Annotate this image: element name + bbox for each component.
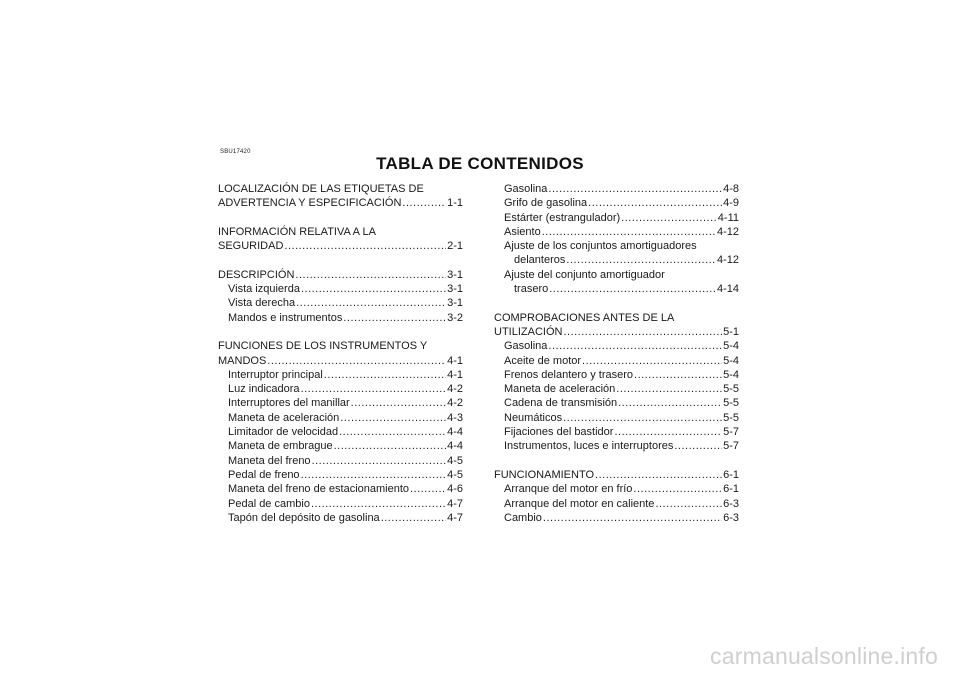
toc-entry-label: UTILIZACIÓN — [494, 325, 563, 338]
toc-entry-label: Gasolina — [504, 340, 548, 353]
toc-entry-label: Arranque del motor en frío — [504, 483, 633, 496]
toc-subentry[interactable] — [494, 282, 739, 296]
toc-entry-label: Pedal de freno — [228, 468, 300, 481]
toc-entry-label: Maneta de embrague — [228, 440, 333, 453]
toc-subentry[interactable] — [218, 311, 463, 325]
toc-subentry[interactable] — [218, 454, 463, 468]
leader-dots — [655, 497, 722, 511]
toc-entry-page: 5-7 — [723, 426, 739, 439]
toc-entry-page: 4-5 — [447, 454, 463, 467]
toc-section-6 — [494, 468, 739, 525]
leader-dots — [343, 311, 446, 325]
toc-subentry[interactable] — [494, 368, 739, 382]
toc-entry-page: 4-3 — [447, 411, 463, 424]
toc-entry-label: Fijaciones del bastidor — [504, 426, 614, 439]
toc-entry-page: 5-7 — [723, 440, 739, 453]
toc-entry-page: 4-7 — [447, 511, 463, 524]
toc-entry-label: Asiento — [504, 225, 541, 238]
leader-dots — [588, 196, 722, 210]
toc-entry-label: Maneta de aceleración — [228, 411, 340, 424]
toc-section-1 — [218, 182, 463, 211]
toc-entry[interactable] — [494, 468, 739, 482]
toc-entry-label: Maneta del freno de estacionamiento — [228, 483, 410, 496]
toc-section-2 — [218, 225, 463, 254]
toc-entry-page: 5-1 — [723, 325, 739, 338]
toc-entry-label: Grifo de gasolina — [504, 197, 588, 210]
toc-entry-label: DESCRIPCIÓN — [218, 268, 295, 281]
toc-subentry[interactable] — [494, 382, 739, 396]
toc-subentry[interactable] — [218, 497, 463, 511]
leader-dots — [296, 296, 446, 310]
toc-entry-label: Aceite de motor — [504, 354, 582, 367]
toc-entry-label: Instrumentos, luces e interruptores — [504, 440, 674, 453]
leader-dots — [301, 382, 447, 396]
leader-dots — [616, 382, 722, 396]
leader-dots — [324, 368, 446, 382]
toc-entry-page: 4-2 — [447, 397, 463, 410]
leader-dots — [549, 282, 716, 296]
toc-entry-page: 4-4 — [447, 440, 463, 453]
toc-subentry[interactable] — [494, 511, 739, 525]
toc-entry-page: 3-1 — [447, 283, 463, 296]
leader-dots — [312, 454, 447, 468]
toc-entry-page: 3-1 — [447, 268, 463, 281]
toc-subheading-line: Ajuste del conjunto amortiguador — [504, 268, 665, 281]
toc-subentry[interactable] — [218, 468, 463, 482]
toc-entry-page: 5-5 — [723, 411, 739, 424]
toc-entry-page: 4-9 — [723, 197, 739, 210]
toc-entry-page: 5-5 — [723, 383, 739, 396]
leader-dots — [301, 468, 447, 482]
toc-subentry[interactable] — [218, 425, 463, 439]
toc-section-4 — [218, 339, 463, 525]
leader-dots — [340, 411, 446, 425]
toc-entry-page: 4-4 — [447, 426, 463, 439]
page-title: TABLA DE CONTENIDOS — [376, 154, 584, 173]
toc-subentry[interactable] — [218, 411, 463, 425]
leader-dots — [595, 468, 722, 482]
toc-entry-label: Gasolina — [504, 183, 548, 195]
toc-subentry[interactable] — [218, 282, 463, 296]
toc-subentry[interactable] — [494, 182, 739, 196]
leader-dots — [402, 196, 446, 210]
toc-entry-page: 5-4 — [723, 368, 739, 381]
leader-dots — [295, 268, 446, 282]
toc-subentry[interactable] — [494, 211, 739, 225]
toc-entry-page: 6-3 — [723, 497, 739, 510]
toc-entry-page: 6-1 — [723, 468, 739, 481]
toc-entry-label: Mandos e instrumentos — [228, 311, 343, 324]
toc-subentry[interactable] — [218, 396, 463, 410]
watermark-text: carmanualsonline.info — [710, 643, 938, 669]
toc-entry-page: 4-2 — [447, 383, 463, 396]
toc-entry-page: 4-5 — [447, 468, 463, 481]
leader-dots — [582, 354, 722, 368]
toc-entry-label: Luz indicadora — [228, 383, 300, 396]
toc-subentry[interactable] — [218, 296, 463, 310]
leader-dots — [563, 411, 722, 425]
toc-entry-page: 6-3 — [723, 511, 739, 524]
leader-dots — [351, 396, 446, 410]
toc-entry-label: Interruptores del manillar — [228, 397, 350, 410]
toc-entry-label: Maneta de aceleración — [504, 383, 616, 396]
leader-dots — [410, 482, 446, 496]
toc-entry-label: Limitador de velocidad — [228, 426, 339, 439]
toc-entry-label: Cambio — [504, 511, 542, 524]
leader-dots — [339, 425, 446, 439]
leader-dots — [566, 253, 716, 267]
toc-entry-label: FUNCIONAMIENTO — [494, 468, 595, 481]
toc-entry[interactable] — [218, 239, 463, 253]
toc-entry-page: 4-1 — [447, 354, 463, 367]
toc-entry-page: 5-4 — [723, 354, 739, 367]
toc-entry-page: 3-1 — [447, 297, 463, 310]
toc-entry-label: MANDOS — [218, 354, 267, 367]
toc-entry-label: Vista izquierda — [228, 283, 300, 296]
toc-heading-line: COMPROBACIONES ANTES DE LA — [494, 311, 675, 324]
toc-subentry[interactable] — [494, 482, 739, 496]
toc-right-column — [494, 182, 739, 539]
toc-entry-label: Frenos delantero y trasero — [504, 368, 634, 381]
toc-entry-label: Interruptor principal — [228, 368, 323, 381]
leader-dots — [548, 182, 722, 196]
leader-dots — [543, 511, 722, 525]
toc-section-4-continued — [494, 182, 739, 296]
toc-subentry[interactable] — [218, 368, 463, 382]
toc-entry-page: 4-11 — [717, 211, 739, 224]
leader-dots — [633, 482, 722, 496]
toc-entry-page: 3-2 — [447, 311, 463, 324]
toc-entry-label: Estárter (estrangulador) — [504, 211, 621, 224]
toc-heading-line: LOCALIZACIÓN DE LAS ETIQUETAS DE — [218, 183, 424, 195]
toc-entry-label: ADVERTENCIA Y ESPECIFICACIÓN — [218, 197, 402, 210]
toc-entry-label: Maneta del freno — [228, 454, 311, 467]
leader-dots — [674, 439, 722, 453]
toc-left-column — [218, 182, 463, 539]
leader-dots — [381, 511, 446, 525]
leader-dots — [267, 354, 446, 368]
toc-entry-label: Neumáticos — [504, 411, 563, 424]
toc-entry-label: Tapón del depósito de gasolina — [228, 511, 380, 524]
toc-entry-page: 4-7 — [447, 497, 463, 510]
toc-entry-label: Arranque del motor en caliente — [504, 497, 655, 510]
toc-entry[interactable] — [494, 325, 739, 339]
toc-entry-label: trasero — [514, 283, 549, 296]
toc-subentry[interactable] — [218, 382, 463, 396]
toc-heading-line: INFORMACIÓN RELATIVA A LA — [218, 225, 376, 238]
toc-subentry[interactable] — [494, 339, 739, 353]
toc-subentry[interactable] — [494, 425, 739, 439]
toc-entry-page: 1-1 — [447, 197, 463, 210]
toc-subentry[interactable] — [494, 354, 739, 368]
toc-entry-label: Pedal de cambio — [228, 497, 310, 510]
toc-entry-page: 6-1 — [723, 483, 739, 496]
toc-entry-page: 4-12 — [716, 225, 739, 238]
leader-dots — [334, 439, 447, 453]
leader-dots — [284, 239, 446, 253]
toc-entry-page: 4-1 — [447, 368, 463, 381]
leader-dots — [548, 339, 722, 353]
toc-entry[interactable] — [218, 268, 463, 282]
toc-entry[interactable] — [218, 354, 463, 368]
leader-dots — [614, 425, 722, 439]
toc-entry-label: delanteros — [514, 254, 566, 267]
toc-entry-page: 4-6 — [447, 483, 463, 496]
leader-dots — [311, 497, 446, 511]
toc-entry-page: 4-8 — [723, 183, 739, 195]
leader-dots — [542, 225, 716, 239]
document-code: SBU17420 — [220, 149, 251, 155]
toc-entry-page: 5-5 — [723, 397, 739, 410]
leader-dots — [301, 282, 446, 296]
toc-section-3 — [218, 268, 463, 325]
toc-subentry[interactable] — [218, 482, 463, 496]
toc-entry-page: 4-12 — [716, 254, 739, 267]
leader-dots — [563, 325, 722, 339]
toc-entry-page: 4-14 — [716, 283, 739, 296]
toc-subentry[interactable] — [494, 253, 739, 267]
toc-subentry[interactable] — [218, 511, 463, 525]
toc-entry[interactable] — [218, 196, 463, 210]
toc-subentry[interactable] — [494, 411, 739, 425]
toc-entry-label: Vista derecha — [228, 297, 296, 310]
toc-entry-page: 2-1 — [447, 240, 463, 253]
leader-dots — [618, 396, 722, 410]
toc-heading-line: FUNCIONES DE LOS INSTRUMENTOS Y — [218, 340, 428, 353]
leader-dots — [634, 368, 722, 382]
toc-subentry[interactable] — [494, 439, 739, 453]
toc-subentry[interactable] — [494, 396, 739, 410]
leader-dots — [621, 211, 717, 225]
toc-entry-label: Cadena de transmisión — [504, 397, 618, 410]
toc-subentry[interactable] — [494, 225, 739, 239]
toc-subentry[interactable] — [494, 196, 739, 210]
toc-entry-page: 5-4 — [723, 340, 739, 353]
toc-subheading-line: Ajuste de los conjuntos amortiguadores — [504, 240, 697, 253]
toc-entry-label: SEGURIDAD — [218, 240, 284, 253]
toc-subentry[interactable] — [218, 439, 463, 453]
toc-subentry[interactable] — [494, 497, 739, 511]
toc-section-5 — [494, 311, 739, 454]
